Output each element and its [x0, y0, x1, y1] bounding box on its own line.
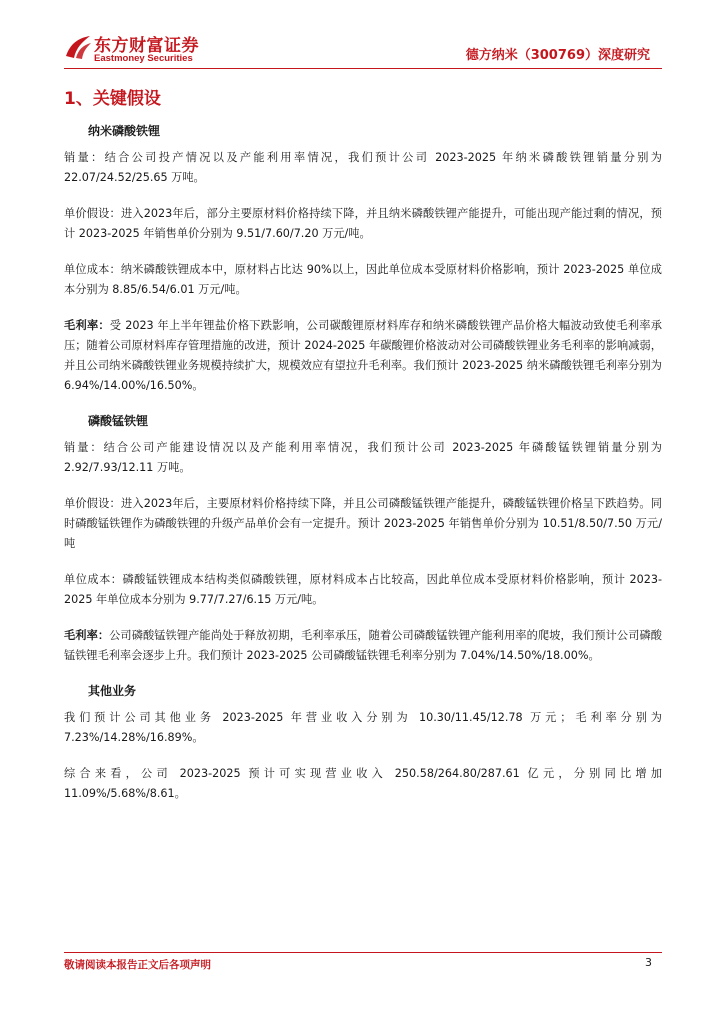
nano-lfp-margin [64, 316, 662, 396]
footer-divider [64, 952, 662, 953]
margin-text: 受 2023 年上半年锂盐价格下跌影响，公司碳酸锂原材料库存和纳米磷酸铁锂产品价格大幅波动致使毛利率承压；随着公司原材料库存管理措施的改进，预计 2024-2025 年碳酸锂价格波动对公司磷酸铁锂业务毛利率的影响减弱，并且公司纳米磷酸铁锂业务规模持续扩大，规模效应有望拉升毛利率。我们预计 2023-2025 纳米磷酸铁锂毛利率分别为 6.94%/14.00%/16.50%。 [64, 319, 662, 392]
summary-text: 综合来看，公司 2023-2025 预计可实现营业收入 250.58/264.80/287.61 亿元，分别同比增加 11.09%/5.68%/8.61。 [64, 767, 662, 800]
lmfp-price: 单价假设：进入2023年后，主要原材料价格持续下降，并且公司磷酸锰铁锂产能提升，磷酸锰铁锂价格呈下跌趋势。同时磷酸锰铁锂作为磷酸铁锂的升级产品单价会有一定提升。预计 2023-2025 年销售单价分别为 10.51/8.50/7.50 万元/吨 [64, 497, 662, 550]
brand-logo [64, 32, 214, 72]
section-title: 1、关键假设 [64, 89, 161, 109]
margin-text: 公司磷酸锰铁锂产能尚处于释放初期，毛利率承压，随着公司磷酸锰铁锂产能利用率的爬坡，我们预计公司磷酸锰铁锂毛利率会逐步上升。我们预计 2023-2025 公司磷酸锰铁锂毛利率分别为 7.04%/14.50%/18.00%。 [64, 629, 662, 662]
lmfp-cost: 单位成本：磷酸锰铁锂成本结构类似磷酸铁锂，原材料成本占比较高，因此单位成本受原材料价格影响，预计 2023-2025 年单位成本分别为 9.77/7.27/6.15 万元/吨。 [64, 573, 662, 606]
nano-lfp-cost: 单位成本：纳米磷酸铁锂成本中，原材料占比达 90%以上，因此单位成本受原材料价格影响，预计 2023-2025 单位成本分别为 8.85/6.54/6.01 万元/吨。 [64, 263, 662, 296]
eastmoney-logo-icon [64, 34, 92, 60]
header-divider [64, 68, 662, 69]
subheading-nano-lfp: 纳米磷酸铁锂 [88, 124, 161, 138]
lmfp-margin [64, 626, 662, 666]
page-header [0, 0, 724, 72]
logo-english-name: Eastmoney Securities [94, 53, 193, 64]
margin-label: 毛利率： [64, 319, 110, 332]
other-business-text: 我们预计公司其他业务 2023-2025 年营业收入分别为 10.30/11.45/12.78 万元；毛利率分别为 7.23%/14.28%/16.89%。 [64, 711, 662, 744]
nano-lfp-sales: 销量：结合公司投产情况以及产能利用率情况，我们预计公司 2023-2025 年纳米磷酸铁锂销量分别为 22.07/24.52/25.65 万吨。 [64, 151, 662, 184]
logo-chinese-name: 东方财富证券 [94, 36, 199, 56]
lmfp-sales: 销量：结合公司产能建设情况以及产能利用率情况，我们预计公司 2023-2025 年磷酸锰铁锂销量分别为 2.92/7.93/12.11 万吨。 [64, 441, 662, 474]
report-body [64, 122, 662, 804]
report-title: 德方纳米（300769）深度研究 [465, 48, 650, 63]
page-number: 3 [645, 956, 652, 969]
nano-lfp-price: 单价假设：进入2023年后，部分主要原材料价格持续下降，并且纳米磷酸铁锂产能提升，可能出现产能过剩的情况，预计 2023-2025 年销售单价分别为 9.51/7.60/7.20 万元/吨。 [64, 207, 662, 240]
footer-disclaimer: 敬请阅读本报告正文后各项声明 [64, 959, 211, 971]
margin-label: 毛利率： [64, 629, 110, 642]
subheading-lmfp: 磷酸锰铁锂 [88, 414, 149, 428]
subheading-other: 其他业务 [88, 684, 137, 698]
